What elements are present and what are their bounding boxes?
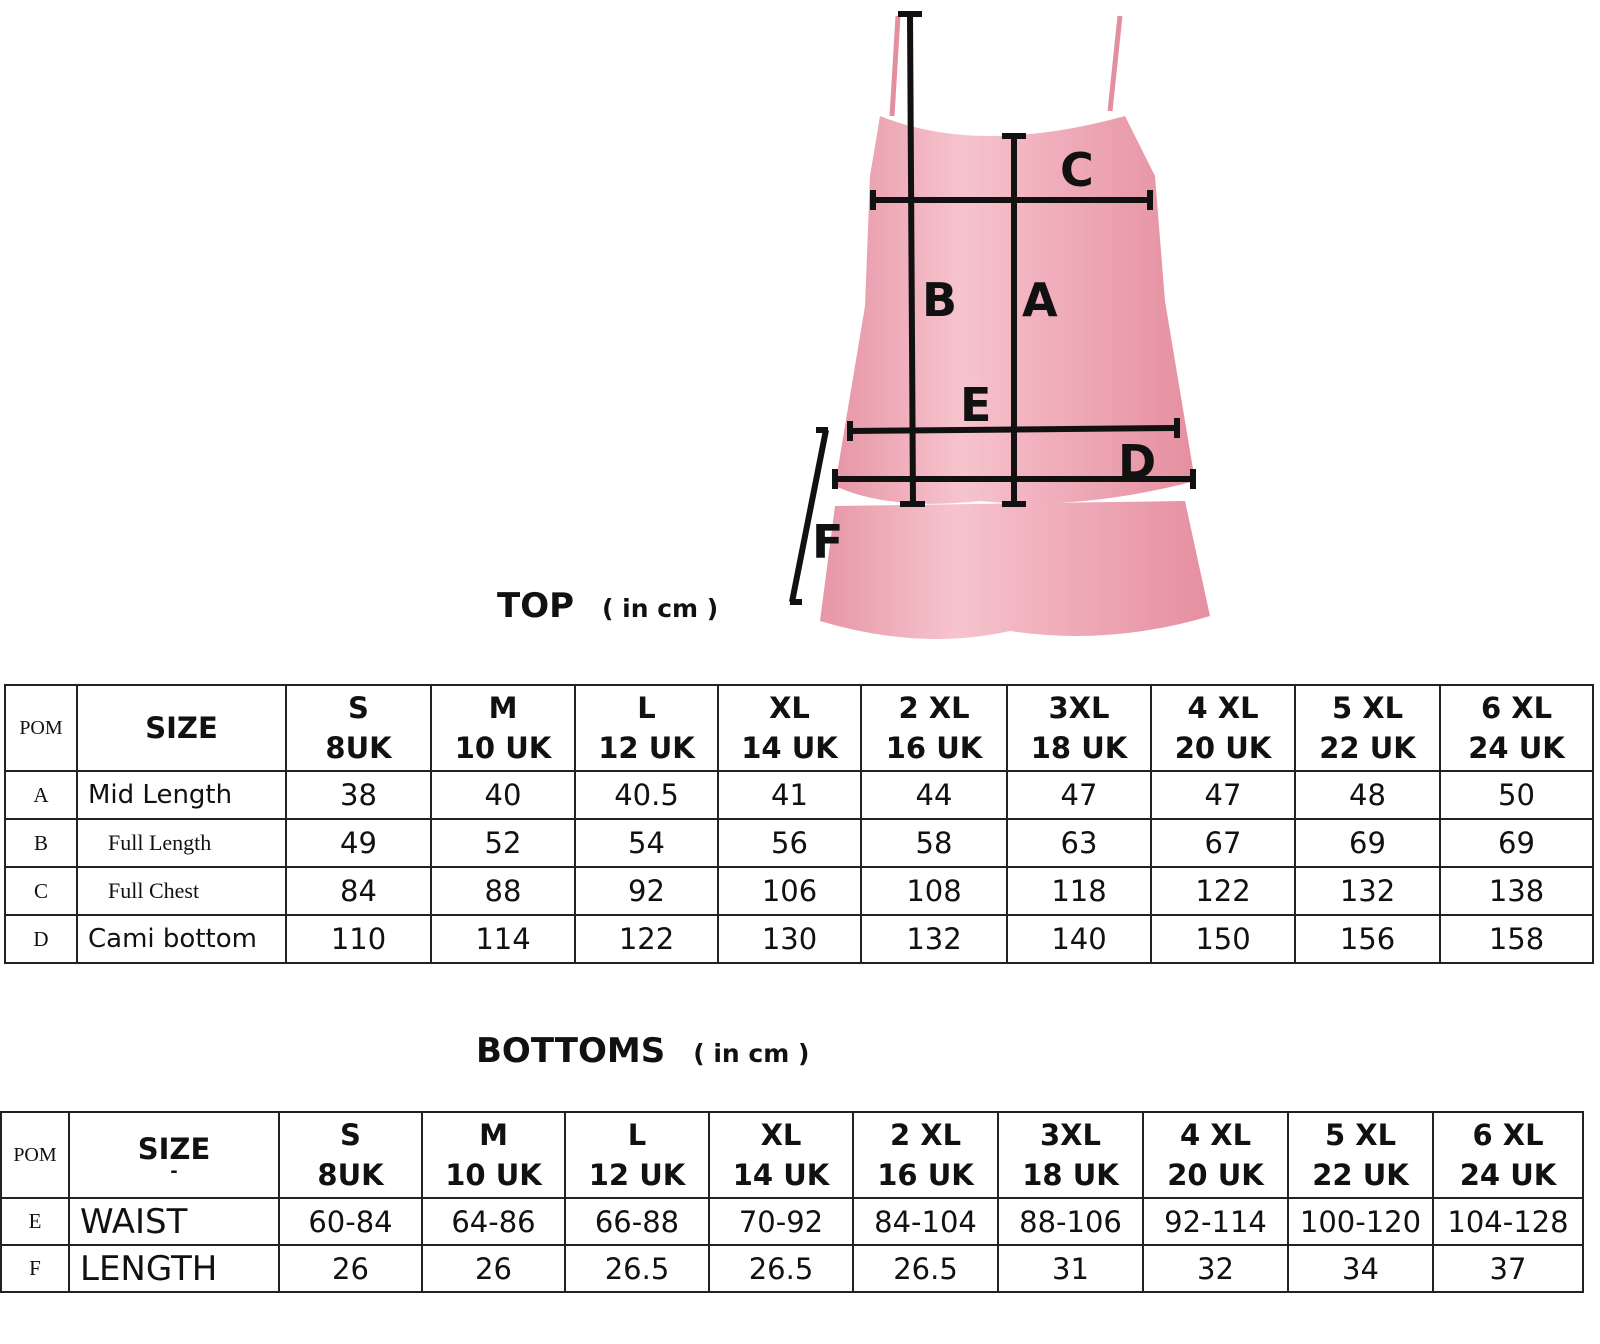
bottoms-pom-cell: E <box>1 1198 69 1245</box>
bottoms-size-uk: 14 UK <box>732 1158 830 1192</box>
bottoms-size-uk: 10 UK <box>445 1158 542 1192</box>
top-size-col-4 <box>861 685 1007 771</box>
top-value-cell: 40 <box>431 771 575 819</box>
top-size-header-text: SIZE <box>145 711 218 745</box>
bottoms-size-letter: XL <box>760 1118 802 1152</box>
bottoms-value-cell: 31 <box>998 1245 1143 1292</box>
top-value-cell: 41 <box>718 771 861 819</box>
top-value-cell: 132 <box>1295 867 1440 915</box>
top-size-uk: 20 UK <box>1174 731 1272 765</box>
top-size-uk: 8UK <box>325 731 392 765</box>
pajama-illustration <box>780 6 1240 656</box>
top-value-cell: 130 <box>718 915 861 963</box>
bottoms-size-col-8 <box>1433 1112 1583 1198</box>
top-size-uk: 14 UK <box>741 731 838 765</box>
top-table-body <box>5 685 1593 963</box>
top-value-cell: 84 <box>286 867 431 915</box>
top-value-cell: 50 <box>1440 771 1593 819</box>
bottoms-value-cell: 64-86 <box>422 1198 565 1245</box>
left-strap <box>892 16 898 116</box>
top-value-cell: 108 <box>861 867 1007 915</box>
bottoms-measure-label: WAIST <box>69 1198 279 1245</box>
bottoms-size-letter: L <box>627 1118 647 1152</box>
top-size-header <box>77 685 286 771</box>
top-value-cell: 69 <box>1440 819 1593 867</box>
bottoms-size-letter: 4 XL <box>1179 1118 1252 1152</box>
top-value-cell: 92 <box>575 867 718 915</box>
top-size-uk: 18 UK <box>1030 731 1128 765</box>
bottoms-size-uk: 8UK <box>317 1158 384 1192</box>
top-value-cell: 54 <box>575 819 718 867</box>
top-size-table <box>4 684 1594 964</box>
top-size-letter: L <box>637 691 656 725</box>
bottoms-size-col-6 <box>1143 1112 1288 1198</box>
bottoms-row-f <box>1 1245 1583 1292</box>
top-size-uk: 12 UK <box>598 731 695 765</box>
top-value-cell: 69 <box>1295 819 1440 867</box>
top-size-col-5 <box>1007 685 1151 771</box>
bottoms-size-uk: 16 UK <box>877 1158 974 1192</box>
line-e <box>850 428 1177 431</box>
top-value-cell: 122 <box>1151 867 1295 915</box>
label-a: A <box>1022 273 1058 327</box>
bottoms-size-letter: M <box>479 1118 508 1152</box>
top-size-uk: 22 UK <box>1319 731 1416 765</box>
bottoms-size-letter: 2 XL <box>889 1118 962 1152</box>
bottoms-size-uk: 20 UK <box>1167 1158 1264 1192</box>
bottoms-value-cell: 92-114 <box>1143 1198 1288 1245</box>
label-b: B <box>922 273 958 327</box>
label-f: F <box>812 515 844 569</box>
top-size-col-8 <box>1440 685 1593 771</box>
top-size-letter: S <box>348 691 369 725</box>
top-size-col-0 <box>286 685 431 771</box>
top-value-cell: 56 <box>718 819 861 867</box>
top-value-cell: 44 <box>861 771 1007 819</box>
bottoms-section-title <box>476 1031 809 1071</box>
top-value-cell: 132 <box>861 915 1007 963</box>
top-size-letter: XL <box>769 691 810 725</box>
top-size-letter: M <box>488 691 518 725</box>
garment-diagram <box>780 6 1240 656</box>
bottoms-value-cell: 66-88 <box>565 1198 709 1245</box>
top-value-cell: 138 <box>1440 867 1593 915</box>
bottoms-size-header-text: SIZE <box>137 1132 211 1166</box>
top-value-cell: 40.5 <box>575 771 718 819</box>
bottoms-value-cell: 26 <box>422 1245 565 1292</box>
bottoms-value-cell: 26.5 <box>853 1245 998 1292</box>
top-size-letter: 3XL <box>1048 691 1110 725</box>
top-row-d <box>5 915 1593 963</box>
top-measure-label: Mid Length <box>77 771 286 819</box>
bottoms-value-cell: 70-92 <box>709 1198 853 1245</box>
top-size-col-1 <box>431 685 575 771</box>
bottoms-size-header-mark: - <box>170 1161 178 1182</box>
top-header-row <box>5 685 1593 771</box>
top-value-cell: 110 <box>286 915 431 963</box>
bottoms-value-cell: 34 <box>1288 1245 1433 1292</box>
bottoms-value-cell: 60-84 <box>279 1198 422 1245</box>
bottoms-size-uk: 24 UK <box>1459 1158 1557 1192</box>
top-size-uk: 16 UK <box>885 731 983 765</box>
top-title-text: TOP <box>497 586 575 626</box>
bottoms-size-uk: 18 UK <box>1022 1158 1119 1192</box>
bottoms-size-col-7 <box>1288 1112 1433 1198</box>
top-size-uk: 24 UK <box>1468 731 1565 765</box>
top-value-cell: 88 <box>431 867 575 915</box>
top-row-c <box>5 867 1593 915</box>
bottoms-size-col-0 <box>279 1112 422 1198</box>
bottoms-size-letter: 6 XL <box>1472 1118 1544 1152</box>
top-pom-header: POM <box>5 685 77 771</box>
top-size-col-7 <box>1295 685 1440 771</box>
top-measure-label: Cami bottom <box>77 915 286 963</box>
label-d: D <box>1118 435 1157 489</box>
bottoms-size-uk: 12 UK <box>588 1158 686 1192</box>
top-pom-cell: A <box>5 771 77 819</box>
top-pom-cell: D <box>5 915 77 963</box>
top-value-cell: 106 <box>718 867 861 915</box>
bottoms-size-col-3 <box>709 1112 853 1198</box>
top-size-letter: 4 XL <box>1187 691 1259 725</box>
top-measure-label: Full Chest <box>77 867 286 915</box>
bottoms-size-letter: 3XL <box>1039 1118 1102 1152</box>
bottoms-value-cell: 26 <box>279 1245 422 1292</box>
label-e: E <box>960 378 992 432</box>
top-value-cell: 158 <box>1440 915 1593 963</box>
label-c: C <box>1060 143 1094 197</box>
top-pom-cell: B <box>5 819 77 867</box>
top-row-b <box>5 819 1593 867</box>
top-value-cell: 47 <box>1007 771 1151 819</box>
top-value-cell: 114 <box>431 915 575 963</box>
top-pom-cell: C <box>5 867 77 915</box>
bottoms-value-cell: 104-128 <box>1433 1198 1583 1245</box>
top-value-cell: 150 <box>1151 915 1295 963</box>
top-row-a <box>5 771 1593 819</box>
top-value-cell: 67 <box>1151 819 1295 867</box>
bottoms-size-header <box>69 1112 279 1198</box>
top-size-col-2 <box>575 685 718 771</box>
top-value-cell: 52 <box>431 819 575 867</box>
top-value-cell: 63 <box>1007 819 1151 867</box>
top-unit: ( in cm ) <box>602 594 719 623</box>
bottoms-row-e <box>1 1198 1583 1245</box>
top-value-cell: 38 <box>286 771 431 819</box>
bottoms-size-col-1 <box>422 1112 565 1198</box>
bottoms-value-cell: 32 <box>1143 1245 1288 1292</box>
bottoms-value-cell: 88-106 <box>998 1198 1143 1245</box>
bottoms-pom-header: POM <box>1 1112 69 1198</box>
top-size-letter: 2 XL <box>898 691 970 725</box>
top-size-col-6 <box>1151 685 1295 771</box>
top-size-uk: 10 UK <box>454 731 552 765</box>
bottoms-unit: ( in cm ) <box>693 1039 810 1068</box>
bottoms-size-col-2 <box>565 1112 709 1198</box>
bottoms-size-letter: S <box>340 1118 361 1152</box>
top-value-cell: 156 <box>1295 915 1440 963</box>
top-size-col-3 <box>718 685 861 771</box>
top-value-cell: 118 <box>1007 867 1151 915</box>
top-value-cell: 48 <box>1295 771 1440 819</box>
bottoms-header-row <box>1 1112 1583 1198</box>
bottoms-measure-label: LENGTH <box>69 1245 279 1292</box>
bottoms-size-col-4 <box>853 1112 998 1198</box>
bottoms-value-cell: 26.5 <box>709 1245 853 1292</box>
bottoms-size-col-5 <box>998 1112 1143 1198</box>
bottoms-table-body <box>1 1112 1583 1292</box>
top-section-title <box>497 586 718 626</box>
bottoms-value-cell: 37 <box>1433 1245 1583 1292</box>
top-value-cell: 47 <box>1151 771 1295 819</box>
bottoms-size-uk: 22 UK <box>1312 1158 1409 1192</box>
top-value-cell: 49 <box>286 819 431 867</box>
bottoms-value-cell: 26.5 <box>565 1245 709 1292</box>
bottoms-value-cell: 84-104 <box>853 1198 998 1245</box>
top-value-cell: 140 <box>1007 915 1151 963</box>
top-measure-label: Full Length <box>77 819 286 867</box>
bottoms-pom-cell: F <box>1 1245 69 1292</box>
top-size-letter: 6 XL <box>1480 691 1553 725</box>
right-strap <box>1110 16 1120 111</box>
bottoms-value-cell: 100-120 <box>1288 1198 1433 1245</box>
bottoms-size-letter: 5 XL <box>1324 1118 1397 1152</box>
bottoms-title-text: BOTTOMS <box>476 1031 666 1071</box>
shorts-shape <box>820 501 1210 639</box>
bottoms-size-table <box>0 1111 1584 1293</box>
top-value-cell: 122 <box>575 915 718 963</box>
top-size-letter: 5 XL <box>1331 691 1404 725</box>
top-value-cell: 58 <box>861 819 1007 867</box>
